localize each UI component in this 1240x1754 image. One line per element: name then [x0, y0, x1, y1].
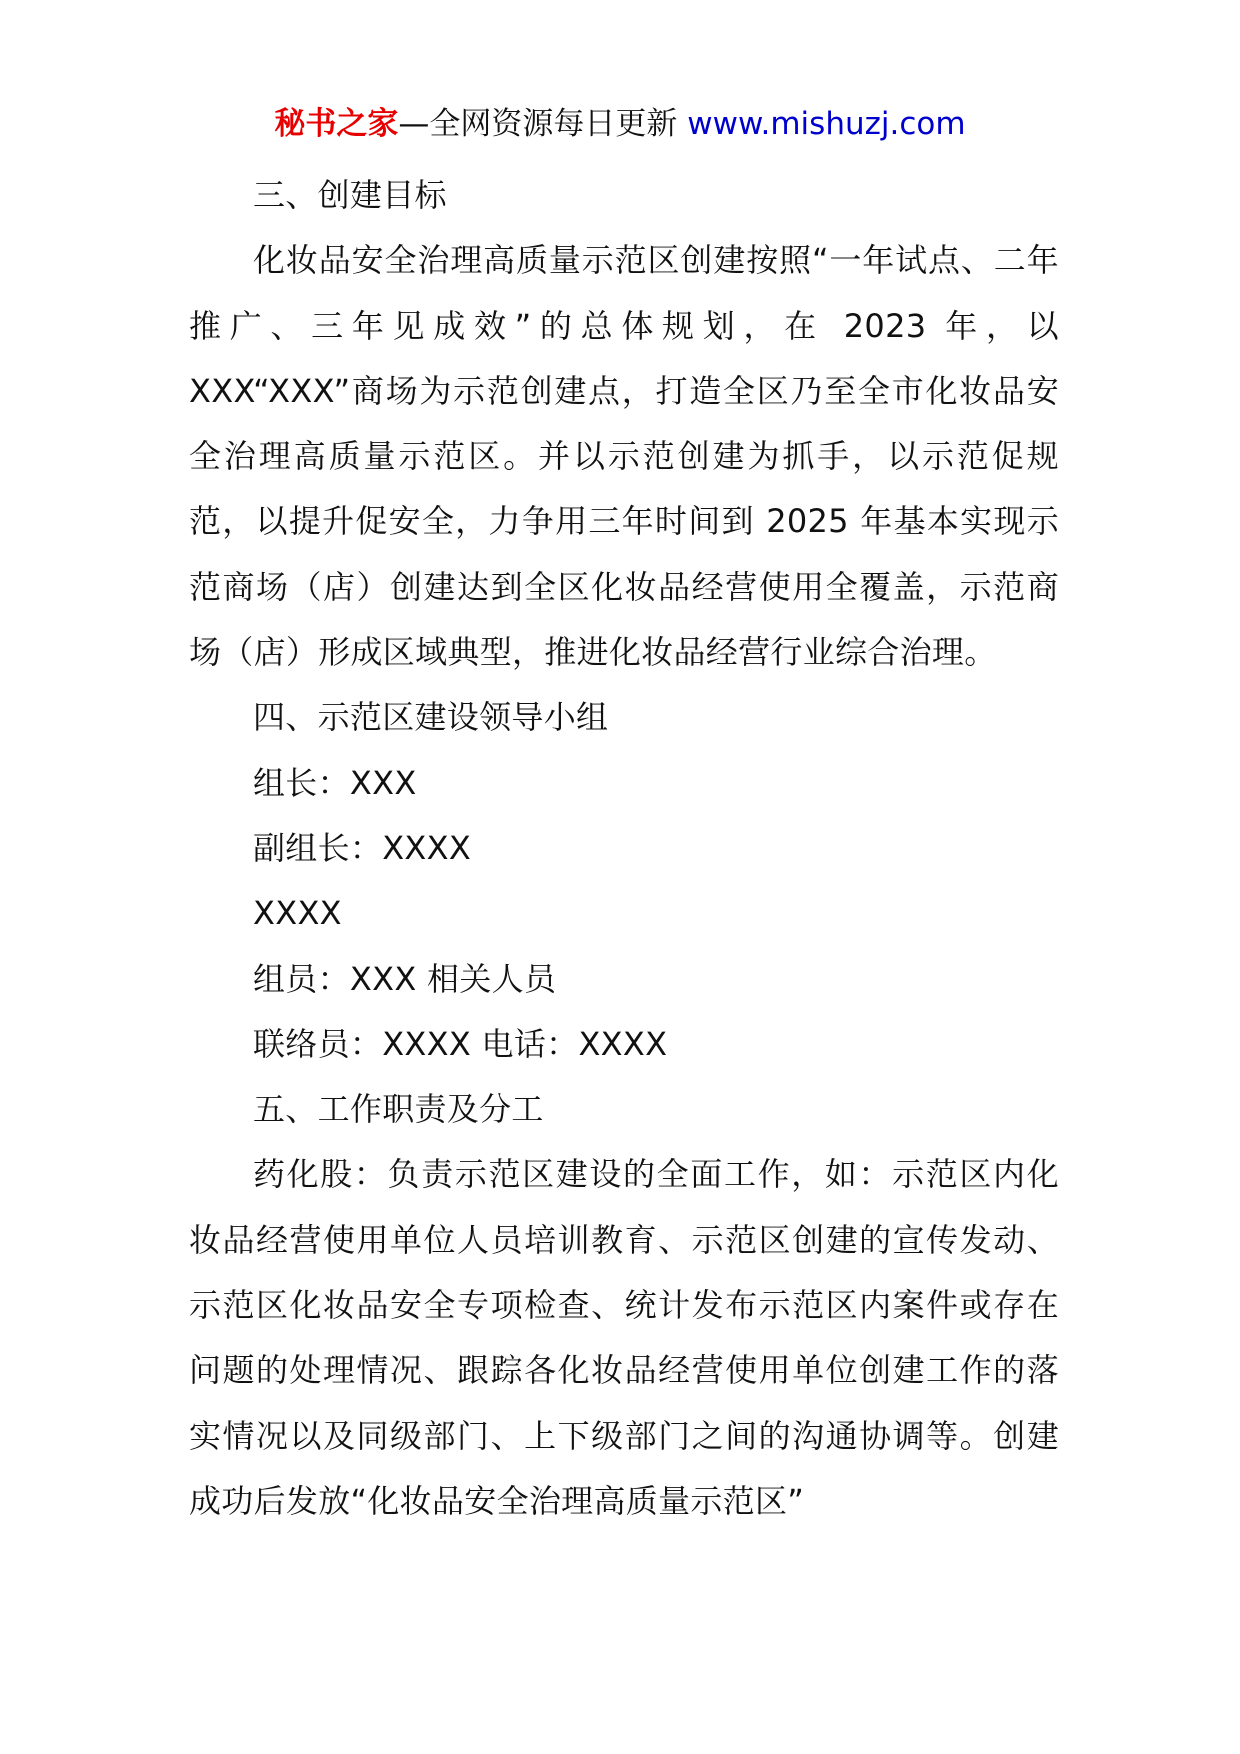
section-heading-leading-group: 四、示范区建设领导小组	[253, 698, 609, 737]
section-heading-goal: 三、创建目标	[253, 176, 447, 214]
site-brand: 秘书之家	[274, 106, 399, 142]
site-url-link[interactable]: www.mishuzj.com	[687, 106, 966, 142]
section-heading-duties: 五、工作职责及分工	[253, 1090, 544, 1129]
group-leader-line: 组长：XXX	[253, 763, 417, 802]
group-members-line: 组员：XXX 相关人员	[253, 959, 557, 998]
duties-paragraph: 药化股：负责示范区建设的全面工作，如：示范区内化妆品经营使用单位人员培训教育、示范区创建的宣传发动、示范区化妆品安全专项检查、统计发布示范区内案件或存在问题的处理情况、跟踪各化妆品经营使用单位创建工作的落实情况以及同级部门、上下级部门之间的沟通协调等。创建成功后发放“化妆品安全治理高质量示范区”	[189, 1155, 1059, 1520]
document-body	[189, 163, 1059, 1534]
group-deputy-leader-line: 副组长：XXXX	[253, 828, 472, 867]
group-deputy-leader-line-2: XXXX	[253, 894, 342, 933]
site-header	[0, 104, 1240, 144]
goal-paragraph: 化妆品安全治理高质量示范区创建按照“一年试点、二年推广、三年见成效”的总体规划，在 2023 年，以XXX“XXX”商场为示范创建点，打造全区乃至全市化妆品安全治理高质量示范区。并以示范创建为抓手，以示范促规范，以提升促安全，力争用三年时间到 2025 年基本实现示范商场（店）创建达到全区化妆品经营使用全覆盖，示范商场（店）形成区域典型，推进化妆品经营行业综合治理。	[189, 241, 1059, 672]
group-liaison-line: 联络员：XXXX 电话：XXXX	[253, 1024, 668, 1063]
site-slogan: —全网资源每日更新	[398, 106, 678, 142]
